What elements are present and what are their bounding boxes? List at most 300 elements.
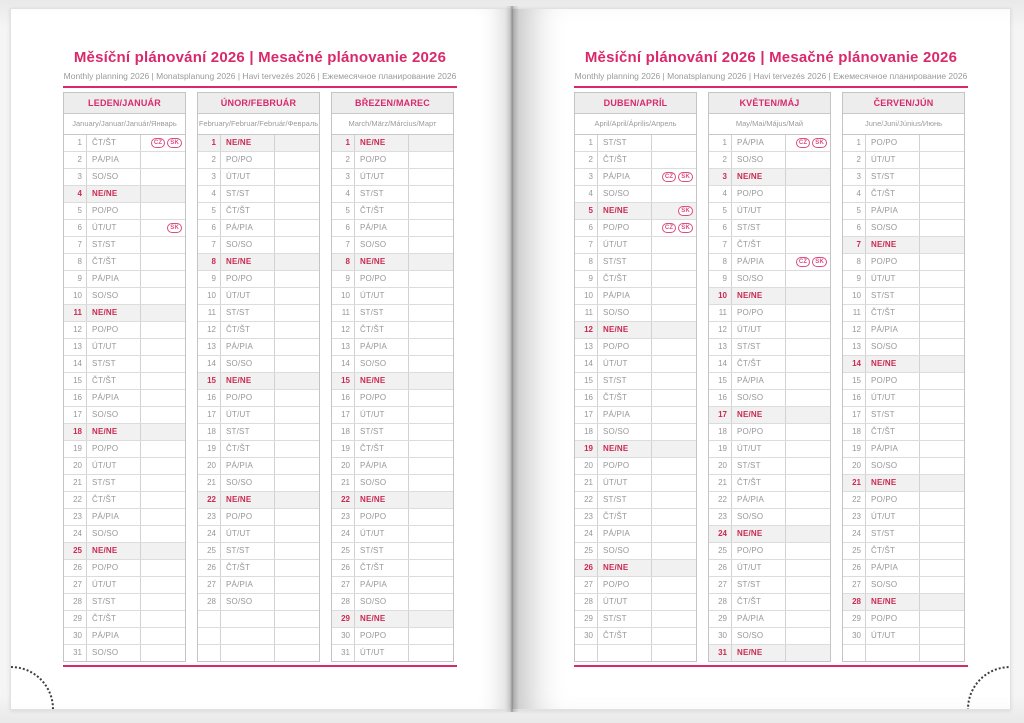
day-row: [198, 203, 319, 220]
notes-cell: [652, 220, 696, 236]
notes-cell: [786, 271, 830, 287]
day-number: 5: [332, 203, 355, 219]
day-row: [64, 220, 185, 237]
day-number: 15: [709, 373, 732, 389]
day-number: 8: [575, 254, 598, 270]
day-number: 23: [332, 509, 355, 525]
notes-cell: [141, 407, 185, 423]
day-number: 8: [332, 254, 355, 270]
day-number: 5: [709, 203, 732, 219]
day-row: [709, 526, 830, 543]
day-abbreviation: ÚT/UT: [732, 441, 786, 457]
day-row: [575, 424, 696, 441]
day-row: [64, 203, 185, 220]
day-row: [332, 322, 453, 339]
day-number: 3: [64, 169, 87, 185]
day-number: 25: [64, 543, 87, 559]
day-abbreviation: NE/NE: [866, 356, 920, 372]
day-row: [64, 237, 185, 254]
day-row: [575, 390, 696, 407]
day-abbreviation: PÁ/PIA: [598, 169, 652, 185]
day-number: 5: [843, 203, 866, 219]
notes-cell: [652, 271, 696, 287]
day-abbreviation: PO/PO: [598, 458, 652, 474]
day-number: 14: [198, 356, 221, 372]
notes-cell: [275, 373, 319, 389]
day-abbreviation: PO/PO: [598, 577, 652, 593]
day-abbreviation: ÚT/UT: [732, 322, 786, 338]
notes-cell: [920, 526, 964, 542]
day-row: [575, 220, 696, 237]
day-row: [198, 475, 319, 492]
cz-holiday-badge: CZ: [662, 172, 676, 182]
day-row: [198, 543, 319, 560]
day-number: 6: [198, 220, 221, 236]
day-number: 16: [332, 390, 355, 406]
day-abbreviation: PO/PO: [732, 424, 786, 440]
day-number: 15: [64, 373, 87, 389]
day-number: 10: [64, 288, 87, 304]
day-abbreviation: ČT/ŠT: [87, 254, 141, 270]
day-number: 26: [709, 560, 732, 576]
notes-cell: [409, 288, 453, 304]
day-row: [843, 339, 964, 356]
day-number: 3: [575, 169, 598, 185]
day-row: [843, 645, 964, 661]
day-abbreviation: ST/ST: [221, 305, 275, 321]
day-abbreviation: SO/SO: [598, 305, 652, 321]
day-number: 17: [64, 407, 87, 423]
day-abbreviation: PÁ/PIA: [355, 458, 409, 474]
day-row: [709, 356, 830, 373]
notes-cell: [141, 254, 185, 270]
day-row: [198, 169, 319, 186]
day-abbreviation: PO/PO: [355, 271, 409, 287]
day-abbreviation: SO/SO: [355, 356, 409, 372]
day-row: [332, 152, 453, 169]
notes-cell: [275, 594, 319, 610]
day-row: [332, 560, 453, 577]
notes-cell: [275, 560, 319, 576]
day-row: [709, 441, 830, 458]
day-abbreviation: NE/NE: [598, 441, 652, 457]
day-row: [575, 407, 696, 424]
notes-cell: [920, 594, 964, 610]
notes-cell: [786, 220, 830, 236]
day-abbreviation: NE/NE: [87, 543, 141, 559]
day-abbreviation: PÁ/PIA: [598, 288, 652, 304]
day-number: 11: [709, 305, 732, 321]
day-abbreviation: SO/SO: [866, 577, 920, 593]
day-number: 29: [843, 611, 866, 627]
day-abbreviation: ÚT/UT: [87, 577, 141, 593]
notes-cell: [141, 492, 185, 508]
day-row: [332, 543, 453, 560]
notes-cell: [141, 543, 185, 559]
day-number: 31: [709, 645, 732, 661]
day-row: [198, 407, 319, 424]
day-row: [64, 611, 185, 628]
day-number: 20: [198, 458, 221, 474]
notes-cell: [786, 492, 830, 508]
day-abbreviation: ÚT/UT: [866, 628, 920, 644]
day-abbreviation: SO/SO: [732, 390, 786, 406]
day-number: 26: [64, 560, 87, 576]
day-row: [709, 203, 830, 220]
perforation-arc: [967, 666, 1011, 710]
day-row: [709, 237, 830, 254]
notes-cell: [652, 356, 696, 372]
day-abbreviation: PO/PO: [732, 543, 786, 559]
notes-cell: [275, 135, 319, 151]
day-row: [332, 135, 453, 152]
notes-cell: [409, 475, 453, 491]
day-abbreviation: NE/NE: [221, 373, 275, 389]
day-row: [332, 373, 453, 390]
day-number: 11: [198, 305, 221, 321]
day-number: 20: [843, 458, 866, 474]
day-row: [575, 543, 696, 560]
day-row: [843, 186, 964, 203]
day-number: 18: [575, 424, 598, 440]
notes-cell: [920, 186, 964, 202]
notes-cell: [920, 305, 964, 321]
day-row: [843, 220, 964, 237]
month-grid: [575, 135, 696, 661]
right-page-content: [574, 9, 968, 667]
day-row: [198, 237, 319, 254]
day-number: 15: [843, 373, 866, 389]
page-subtitle: Monthly planning 2026 | Monatsplanung 2026 | Havi tervezés 2026 | Ежемесячное планирование 2026: [63, 71, 457, 81]
day-row: [332, 628, 453, 645]
day-number: 30: [843, 628, 866, 644]
day-number: 19: [64, 441, 87, 457]
day-number: 3: [198, 169, 221, 185]
notes-cell: [920, 356, 964, 372]
day-row: [198, 322, 319, 339]
day-abbreviation: PÁ/PIA: [355, 577, 409, 593]
day-abbreviation: NE/NE: [732, 526, 786, 542]
day-abbreviation: [221, 611, 275, 627]
day-row: [709, 628, 830, 645]
day-abbreviation: ČT/ŠT: [866, 305, 920, 321]
notes-cell: [652, 322, 696, 338]
day-row: [709, 322, 830, 339]
notes-cell: [409, 169, 453, 185]
day-number: 24: [64, 526, 87, 542]
month-table: [63, 92, 186, 662]
day-row: [843, 305, 964, 322]
day-number: 11: [64, 305, 87, 321]
day-number: 14: [575, 356, 598, 372]
day-row: [709, 407, 830, 424]
day-abbreviation: ÚT/UT: [732, 203, 786, 219]
day-row: [575, 509, 696, 526]
day-abbreviation: PO/PO: [866, 611, 920, 627]
day-number: 22: [575, 492, 598, 508]
day-abbreviation: ÚT/UT: [732, 560, 786, 576]
month-translations: April/April/Április/Апрель: [575, 114, 696, 135]
sk-holiday-badge: SK: [812, 257, 827, 267]
notes-cell: [920, 288, 964, 304]
day-number: 13: [843, 339, 866, 355]
notes-cell: [141, 441, 185, 457]
notes-cell: [141, 475, 185, 491]
day-abbreviation: NE/NE: [732, 288, 786, 304]
day-abbreviation: PÁ/PIA: [221, 339, 275, 355]
day-row: [198, 305, 319, 322]
cz-holiday-badge: CZ: [662, 223, 676, 233]
notes-cell: [409, 305, 453, 321]
notes-cell: [786, 475, 830, 491]
notes-cell: [275, 271, 319, 287]
notes-cell: [275, 152, 319, 168]
day-row: [843, 407, 964, 424]
day-abbreviation: ST/ST: [87, 237, 141, 253]
notes-cell: [141, 220, 185, 236]
notes-cell: [920, 577, 964, 593]
day-number: 1: [843, 135, 866, 151]
notes-cell: [275, 424, 319, 440]
day-number: 9: [709, 271, 732, 287]
day-abbreviation: ČT/ŠT: [221, 322, 275, 338]
day-number: 29: [64, 611, 87, 627]
day-row: [843, 271, 964, 288]
day-abbreviation: PO/PO: [221, 509, 275, 525]
day-number: 27: [64, 577, 87, 593]
day-abbreviation: PO/PO: [355, 628, 409, 644]
day-number: 26: [198, 560, 221, 576]
day-abbreviation: ČT/ŠT: [598, 152, 652, 168]
day-number: 13: [64, 339, 87, 355]
day-abbreviation: SO/SO: [732, 509, 786, 525]
day-row: [332, 611, 453, 628]
day-number: 9: [575, 271, 598, 287]
notes-cell: [652, 560, 696, 576]
day-abbreviation: ST/ST: [866, 169, 920, 185]
notes-cell: [141, 560, 185, 576]
day-abbreviation: NE/NE: [866, 594, 920, 610]
day-row: [709, 509, 830, 526]
day-number: 28: [332, 594, 355, 610]
day-row: [198, 254, 319, 271]
day-row: [843, 509, 964, 526]
day-abbreviation: ST/ST: [866, 407, 920, 423]
day-number: 7: [332, 237, 355, 253]
notes-cell: [652, 186, 696, 202]
day-number: 10: [843, 288, 866, 304]
months-row: [63, 92, 457, 662]
day-abbreviation: PO/PO: [732, 305, 786, 321]
left-page: [10, 8, 511, 710]
day-number: 18: [198, 424, 221, 440]
day-number: 27: [575, 577, 598, 593]
day-abbreviation: ST/ST: [866, 526, 920, 542]
day-abbreviation: ÚT/UT: [866, 152, 920, 168]
day-row: [198, 594, 319, 611]
notes-cell: [920, 203, 964, 219]
day-abbreviation: PO/PO: [221, 390, 275, 406]
day-row: [332, 492, 453, 509]
day-row: [332, 356, 453, 373]
day-number: 7: [843, 237, 866, 253]
day-number: 25: [332, 543, 355, 559]
notes-cell: [409, 577, 453, 593]
day-row: [64, 186, 185, 203]
month-table: [197, 92, 320, 662]
day-number: 16: [575, 390, 598, 406]
month-grid: [332, 135, 453, 661]
day-abbreviation: ÚT/UT: [866, 390, 920, 406]
day-abbreviation: SO/SO: [732, 271, 786, 287]
notes-cell: [141, 645, 185, 661]
day-number: 3: [332, 169, 355, 185]
day-row: [843, 594, 964, 611]
day-row: [709, 271, 830, 288]
day-abbreviation: PO/PO: [866, 135, 920, 151]
day-number: 22: [332, 492, 355, 508]
day-abbreviation: SO/SO: [87, 288, 141, 304]
notes-cell: [786, 186, 830, 202]
day-row: [198, 356, 319, 373]
day-number: 26: [575, 560, 598, 576]
notes-cell: [920, 611, 964, 627]
day-number: 18: [709, 424, 732, 440]
day-row: [843, 135, 964, 152]
notes-cell: [141, 271, 185, 287]
day-abbreviation: NE/NE: [355, 373, 409, 389]
day-row: [198, 645, 319, 661]
notes-cell: [652, 424, 696, 440]
day-row: [332, 305, 453, 322]
day-number: 4: [709, 186, 732, 202]
notes-cell: [275, 220, 319, 236]
day-abbreviation: PO/PO: [221, 271, 275, 287]
month-grid: [709, 135, 830, 661]
notes-cell: [652, 543, 696, 559]
day-row: [575, 254, 696, 271]
notes-cell: [275, 526, 319, 542]
notes-cell: [786, 560, 830, 576]
day-row: [709, 645, 830, 661]
day-abbreviation: ÚT/UT: [598, 237, 652, 253]
notes-cell: [275, 543, 319, 559]
day-row: [64, 509, 185, 526]
day-row: [843, 492, 964, 509]
day-number: 7: [198, 237, 221, 253]
month-grid: [843, 135, 964, 661]
day-number: 25: [198, 543, 221, 559]
day-number: 12: [198, 322, 221, 338]
day-number: 9: [198, 271, 221, 287]
day-row: [332, 254, 453, 271]
day-abbreviation: NE/NE: [355, 254, 409, 270]
day-row: [332, 475, 453, 492]
notes-cell: [275, 458, 319, 474]
day-abbreviation: ÚT/UT: [598, 594, 652, 610]
day-abbreviation: ÚT/UT: [355, 645, 409, 661]
day-abbreviation: NE/NE: [355, 492, 409, 508]
month-table: [574, 92, 697, 662]
day-number: 23: [709, 509, 732, 525]
day-row: [198, 441, 319, 458]
day-row: [332, 390, 453, 407]
notes-cell: [409, 458, 453, 474]
day-row: [64, 560, 185, 577]
notes-cell: [275, 611, 319, 627]
day-row: [198, 390, 319, 407]
day-abbreviation: SO/SO: [221, 237, 275, 253]
day-row: [64, 407, 185, 424]
day-abbreviation: ÚT/UT: [221, 407, 275, 423]
day-abbreviation: ST/ST: [355, 186, 409, 202]
day-number: 17: [332, 407, 355, 423]
month-translations: March/März/Március/Март: [332, 114, 453, 135]
day-abbreviation: SO/SO: [866, 458, 920, 474]
notes-cell: [275, 509, 319, 525]
bottom-rule: [574, 665, 968, 667]
notes-cell: [409, 254, 453, 270]
day-row: [575, 577, 696, 594]
day-row: [843, 458, 964, 475]
day-abbreviation: ST/ST: [221, 186, 275, 202]
day-number: 15: [198, 373, 221, 389]
day-abbreviation: [221, 628, 275, 644]
day-number: 22: [198, 492, 221, 508]
day-row: [709, 220, 830, 237]
day-number: 1: [198, 135, 221, 151]
day-abbreviation: PO/PO: [87, 560, 141, 576]
notes-cell: [409, 152, 453, 168]
day-row: [575, 186, 696, 203]
day-abbreviation: PO/PO: [355, 152, 409, 168]
day-row: [843, 577, 964, 594]
day-abbreviation: SO/SO: [221, 356, 275, 372]
notes-cell: [920, 475, 964, 491]
perforation-arc: [10, 666, 54, 710]
notes-cell: [275, 475, 319, 491]
month-table: [331, 92, 454, 662]
day-row: [332, 577, 453, 594]
notes-cell: [652, 441, 696, 457]
day-number: 24: [709, 526, 732, 542]
day-row: [332, 220, 453, 237]
day-abbreviation: ÚT/UT: [87, 220, 141, 236]
day-row: [843, 526, 964, 543]
notes-cell: [652, 169, 696, 185]
day-abbreviation: ST/ST: [221, 424, 275, 440]
day-number: 3: [709, 169, 732, 185]
month-header: ÚNOR/FEBRUÁR: [198, 93, 319, 114]
day-abbreviation: ČT/ŠT: [732, 475, 786, 491]
day-number: 14: [709, 356, 732, 372]
day-number: 10: [709, 288, 732, 304]
notes-cell: [920, 441, 964, 457]
day-abbreviation: ČT/ŠT: [732, 356, 786, 372]
notes-cell: [786, 288, 830, 304]
month-translations: January/Januar/Január/Январь: [64, 114, 185, 135]
notes-cell: [141, 577, 185, 593]
day-abbreviation: [221, 645, 275, 661]
day-abbreviation: PÁ/PIA: [866, 560, 920, 576]
day-number: 21: [575, 475, 598, 491]
notes-cell: [786, 169, 830, 185]
day-abbreviation: NE/NE: [732, 407, 786, 423]
day-number: 28: [709, 594, 732, 610]
notes-cell: [275, 339, 319, 355]
month-table: [842, 92, 965, 662]
day-abbreviation: PO/PO: [866, 492, 920, 508]
